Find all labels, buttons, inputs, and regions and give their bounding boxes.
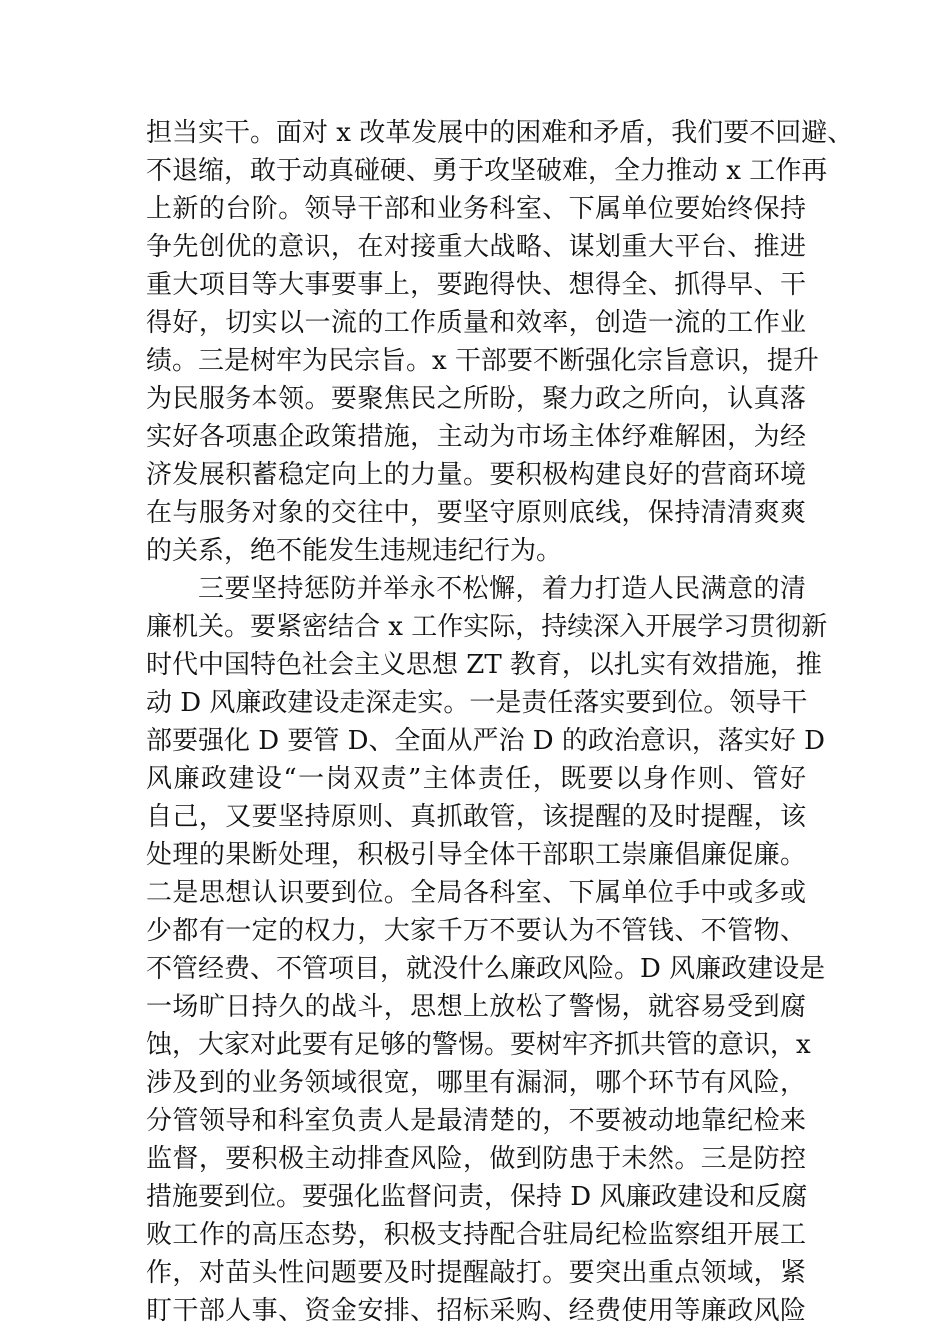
text-line: 监督，要积极主动排查风险，做到防患于未然。三是防控: [146, 1144, 806, 1174]
text-line: 部要强化 D 要管 D、全面从严治 D 的政治意识，落实好 D: [146, 726, 825, 756]
text-line: 担当实干。面对 x 改革发展中的困难和矛盾，我们要不回避、: [146, 118, 854, 148]
text-line: 处理的果断处理，积极引导全体干部职工崇廉倡廉促廉。: [146, 840, 806, 870]
text-line: 作，对苗头性问题要及时提醒敲打。要突出重点领域，紧: [146, 1258, 806, 1288]
text-line: 得好，切实以一流的工作质量和效率，创造一流的工作业: [146, 308, 806, 338]
text-line: 济发展积蓄稳定向上的力量。要积极构建良好的营商环境: [146, 460, 806, 490]
text-line: 不退缩，敢于动真碰硬、勇于攻坚破难，全力推动 x 工作再: [146, 156, 828, 186]
text-line: 自己，又要坚持原则、真抓敢管，该提醒的及时提醒，该: [146, 802, 806, 832]
text-line: 少都有一定的权力，大家千万不要认为不管钱、不管物、: [146, 916, 806, 946]
text-line: 涉及到的业务领域很宽，哪里有漏洞，哪个环节有风险，: [146, 1068, 806, 1098]
text-line: 在与服务对象的交往中，要坚守原则底线，保持清清爽爽: [146, 498, 806, 528]
text-line: 时代中国特色社会主义思想 ZT 教育，以扎实有效措施，推: [146, 650, 822, 680]
text-line: 动 D 风廉政建设走深走实。一是责任落实要到位。领导干: [146, 688, 808, 718]
paragraph-first-line: 三要坚持惩防并举永不松懈，着力打造人民满意的清: [198, 574, 806, 604]
text-line: 上新的台阶。领导干部和业务科室、下属单位要始终保持: [146, 194, 806, 224]
text-line: 二是思想认识要到位。全局各科室、下属单位手中或多或: [146, 878, 806, 908]
text-line: 败工作的高压态势，积极支持配合驻局纪检监察组开展工: [146, 1220, 806, 1250]
text-line: 廉机关。要紧密结合 x 工作实际，持续深入开展学习贯彻新: [146, 612, 828, 642]
text-line: 蚀，大家对此要有足够的警惕。要树牢齐抓共管的意识，x: [146, 1030, 811, 1060]
text-line: 措施要到位。要强化监督问责，保持 D 风廉政建设和反腐: [146, 1182, 808, 1212]
text-line: 一场旷日持久的战斗，思想上放松了警惕，就容易受到腐: [146, 992, 806, 1022]
text-line: 绩。三是树牢为民宗旨。x 干部要不断强化宗旨意识，提升: [146, 346, 819, 376]
text-line: 争先创优的意识，在对接重大战略、谋划重大平台、推进: [146, 232, 806, 262]
text-line: 分管领导和科室负责人是最清楚的，不要被动地靠纪检来: [146, 1106, 806, 1136]
body-text: [146, 114, 854, 1330]
text-line: 风廉政建设“一岗双责”主体责任，既要以身作则、管好: [146, 764, 806, 794]
text-line: 盯干部人事、资金安排、招标采购、经费使用等廉政风险: [146, 1296, 806, 1326]
text-line: 实好各项惠企政策措施，主动为市场主体纾难解困，为经: [146, 422, 806, 452]
text-line: 为民服务本领。要聚焦民之所盼，聚力政之所向，认真落: [146, 384, 806, 414]
text-line: 的关系，绝不能发生违规违纪行为。: [146, 536, 563, 566]
text-line: 重大项目等大事要事上，要跑得快、想得全、抓得早、干: [146, 270, 806, 300]
text-line: 不管经费、不管项目，就没什么廉政风险。D 风廉政建设是: [146, 954, 826, 984]
